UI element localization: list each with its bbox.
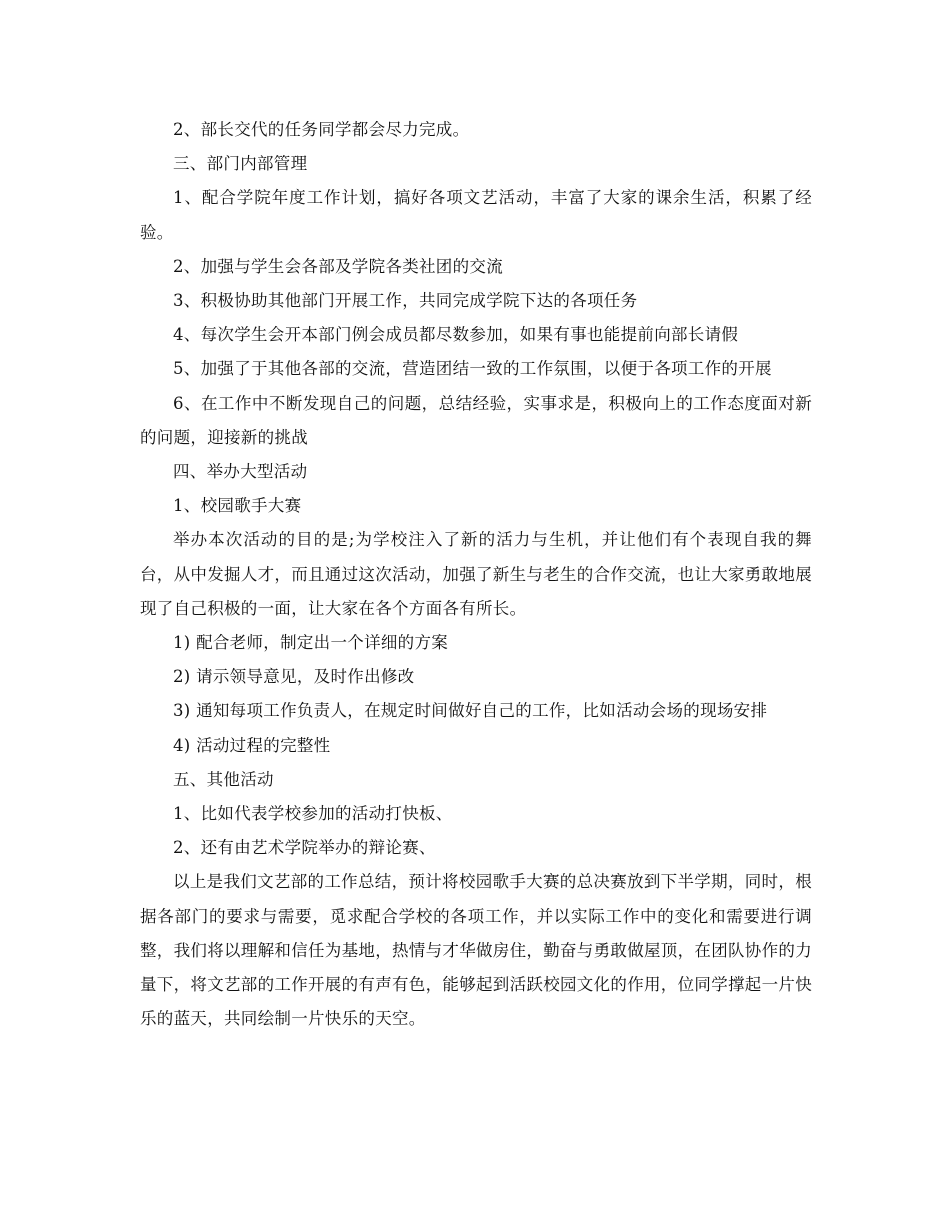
list-item-integrity: 4) 活动过程的完整性	[173, 735, 331, 755]
paragraph-item-done: 2、部长交代的任务同学都会尽力完成。	[173, 120, 470, 139]
paragraph-debate: 2、还有由艺术学院举办的辩论赛、	[173, 838, 436, 858]
paragraph-self-improvement: 6、在工作中不断发现自己的问题，总结经验，实事求是，积极向上的工作态度面对新的问题，迎接新的挑战	[140, 393, 812, 447]
list-item-plan: 1) 配合老师，制定出一个详细的方案	[173, 633, 449, 653]
document-page	[140, 113, 812, 1036]
paragraph-annual-plan: 1、配合学院年度工作计划，搞好各项文艺活动，丰富了大家的课余生活，积累了经验。	[140, 188, 812, 242]
paragraph-summary: 以上是我们文艺部的工作总结，预计将校园歌手大赛的总决赛放到下半学期，同时，根据各部门的要求与需要，觅求配合学校的各项工作，并以实际工作中的变化和需要进行调整，我们将以理解和信任为基地，热情与才华做房住，勤奋与勇敢做屋顶，在团队协作的力量下，将文艺部的工作开展的有声有色，能够起到活跃校园文化的作用，位同学撑起一片快乐的蓝天，共同绘制一片快乐的天空。	[140, 872, 812, 1029]
paragraph-assist-departments: 3、积极协助其他部门开展工作，共同完成学院下达的各项任务	[173, 291, 638, 311]
section-heading-large-events: 四、举办大型活动	[173, 462, 308, 482]
paragraph-communication: 5、加强了于其他各部的交流，营造团结一致的工作氛围，以便于各项工作的开展	[173, 359, 772, 379]
list-item-revise: 2) 请示领导意见，及时作出修改	[173, 667, 415, 687]
subheading-singer-contest: 1、校园歌手大赛	[173, 496, 302, 516]
list-item-notify: 3) 通知每项工作负责人，在规定时间做好自己的工作，比如活动会场的现场安排	[173, 701, 768, 721]
section-heading-other-events: 五、其他活动	[173, 769, 274, 789]
paragraph-meetings: 4、每次学生会开本部门例会成员都尽数参加，如果有事也能提前向部长请假	[173, 325, 739, 345]
paragraph-event-purpose: 举办本次活动的目的是;为学校注入了新的活力与生机，并让他们有个表现自我的舞台，从中发掘人才，而且通过这次活动，加强了新生与老生的合作交流，也让大家勇敢地展现了自己积极的一面，让大家在各个方面各有所长。	[140, 530, 812, 618]
paragraph-club-exchange: 2、加强与学生会各部及学院各类社团的交流	[173, 256, 503, 276]
section-heading-internal-management: 三、部门内部管理	[173, 154, 308, 174]
paragraph-kuaiban: 1、比如代表学校参加的活动打快板、	[173, 804, 453, 824]
